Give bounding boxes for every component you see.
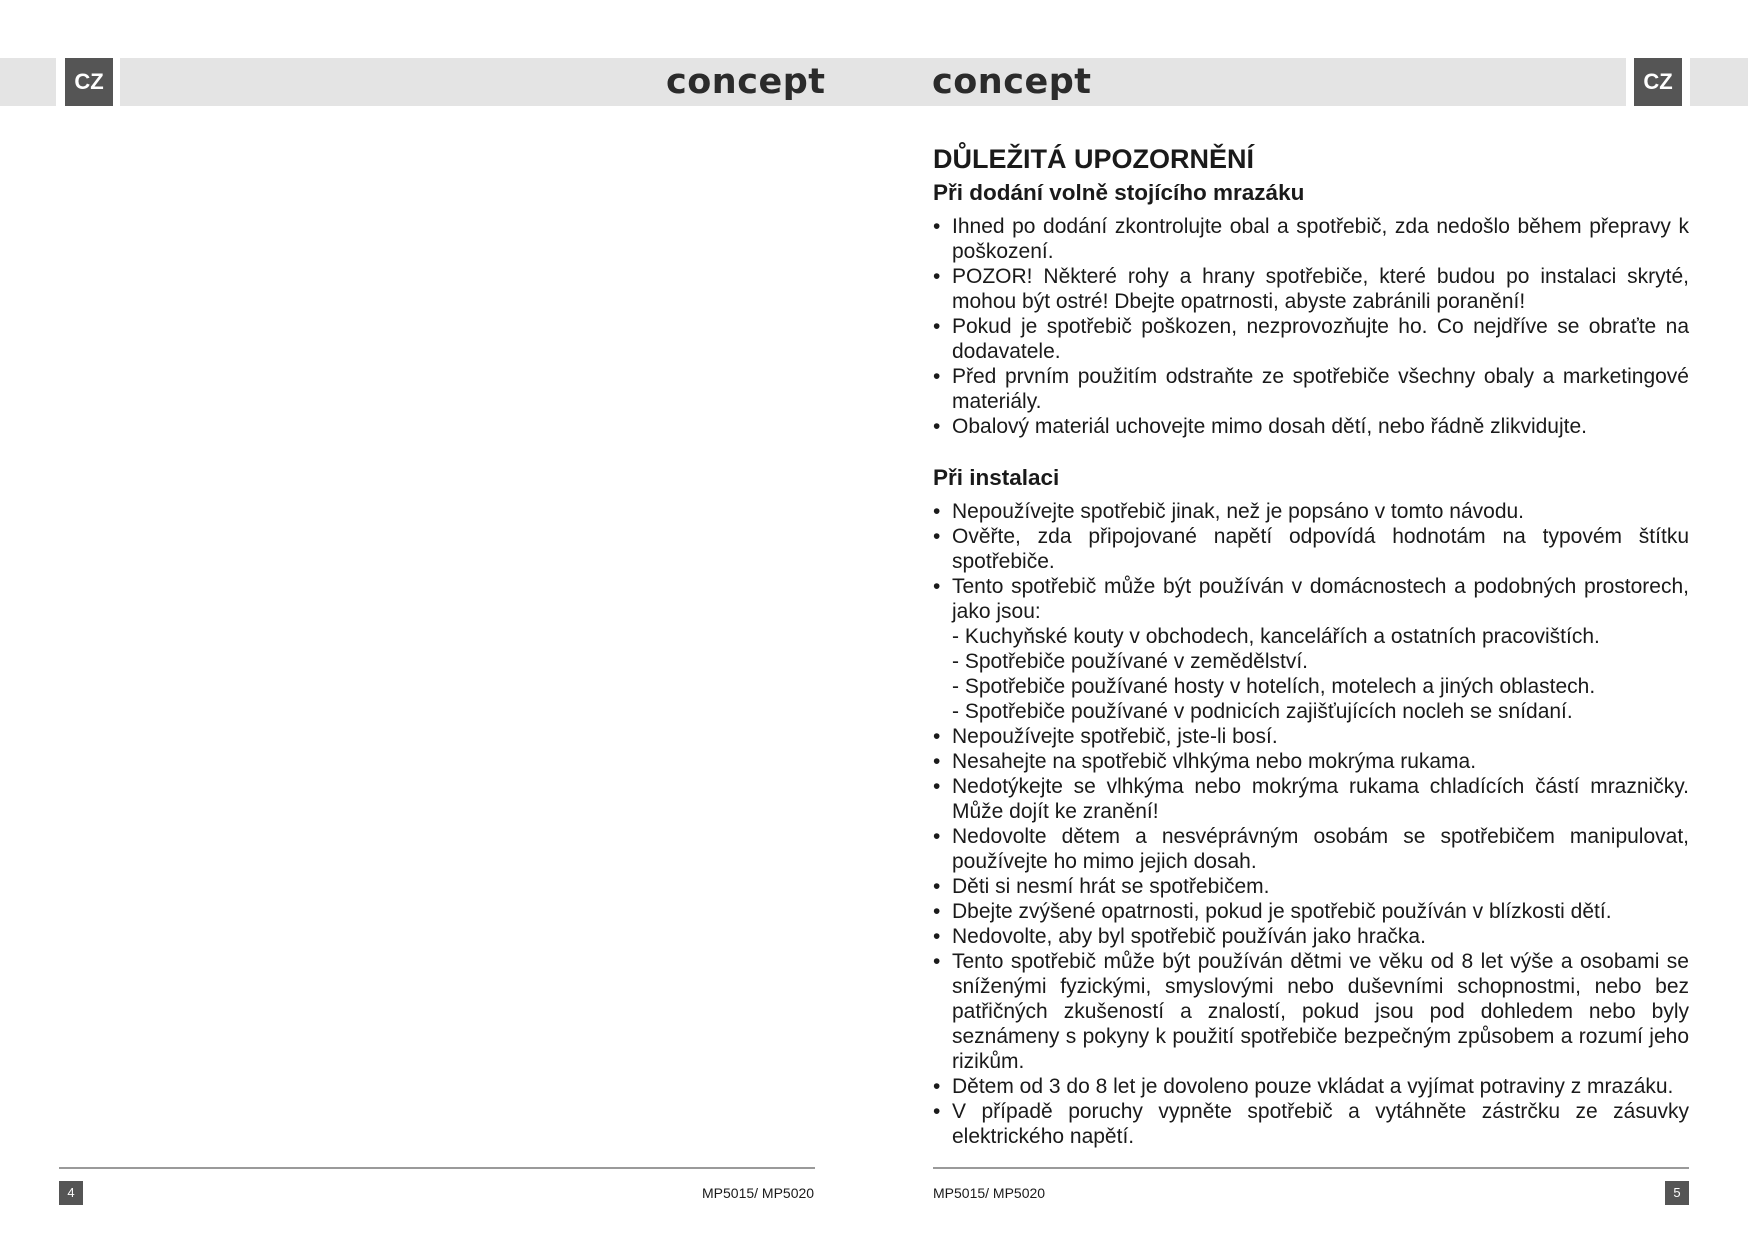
list-item-text: • Tento spotřebič může být používán v domácnostech a podobných prostorech, jako jsou: [952,575,1689,623]
language-badge-left: CZ [65,58,113,106]
page-number-left: 4 [59,1181,83,1205]
list-item [933,574,1689,724]
sub-list-item: - Spotřebiče používané hosty v hotelích, motelech a jiných oblastech. [952,675,1596,698]
section-heading-installation: Při instalaci [933,465,1060,490]
list-item: • Tento spotřebič může být používán dětmi ve věku od 8 let výše a osobami se sníženými fyzickými, smyslovými nebo duševními schopnostmi, nebo bez patřičných zkušeností a znalostí, pokud jsou pod dohledem nebo byly seznámeny s pokyny k použití spotřebiče bezpečným způsobem a rozumí jeho rizikům. [933,949,1689,1074]
list-item: • Děti si nesmí hrát se spotřebičem. [933,874,1689,899]
list-item: • Nedovolte, aby byl spotřebič používán jako hračka. [933,924,1689,949]
list-item: • Nesahejte na spotřebič vlhkýma nebo mokrýma rukama. [933,749,1689,774]
list-item: • Dbejte zvýšené opatrnosti, pokud je spotřebič používán v blízkosti dětí. [933,899,1689,924]
list-item: • Ověřte, zda připojované napětí odpovídá hodnotám na typovém štítku spotřebiče. [933,524,1689,574]
list-item: • Nedotýkejte se vlhkýma nebo mokrýma rukama chladících částí mrazničky. Může dojít ke zranění! [933,774,1689,824]
list-item: • Obalový materiál uchovejte mimo dosah dětí, nebo řádně zlikvidujte. [933,414,1689,439]
language-badge-right: CZ [1634,58,1682,106]
header-band-left-edge [0,58,56,106]
list-item: • Nedovolte dětem a nesvéprávným osobám se spotřebičem manipulovat, používejte ho mimo jejich dosah. [933,824,1689,874]
page-title: DŮLEŽITÁ UPOZORNĚNÍ [933,144,1254,174]
header-band-right-edge [1690,58,1748,106]
model-number-right: MP5015/ MP5020 [933,1185,1046,1201]
list-item: • Před prvním použitím odstraňte ze spotřebiče všechny obaly a marketingové materiály. [933,364,1689,414]
model-number-left: MP5015/ MP5020 [702,1185,815,1201]
section-heading-delivery: Při dodání volně stojícího mrazáku [933,180,1305,205]
list-item: • Ihned po dodání zkontrolujte obal a spotřebič, zda nedošlo během přepravy k poškození. [933,214,1689,264]
footer-rule-left [59,1167,815,1169]
sub-list-item: - Spotřebiče používané v zemědělství. [952,650,1309,673]
list-item: • Nepoužívejte spotřebič, jste-li bosí. [933,724,1689,749]
bullet-list-installation [933,499,1689,1149]
sub-list-item: - Kuchyňské kouty v obchodech, kancelářích a ostatních pracovištích. [952,625,1600,648]
sub-list-item: - Spotřebiče používané v podnicích zajišťujících nocleh se snídaní. [952,700,1573,723]
list-item: • POZOR! Některé rohy a hrany spotřebiče, které budou po instalaci skryté, mohou být ostré! Dbejte opatrnosti, abyste zabránili poranění! [933,264,1689,314]
brand-logo-left: concept [666,62,826,102]
list-item: • Dětem od 3 do 8 let je dovoleno pouze vkládat a vyjímat potraviny z mrazáku. [933,1074,1689,1099]
brand-logo-right: concept [932,62,1092,102]
list-item: • V případě poruchy vypněte spotřebič a vytáhněte zástrčku ze zásuvky elektrického napětí. [933,1099,1689,1149]
right-page-content [933,140,1689,1149]
bullet-list-delivery [933,214,1689,439]
footer-rule-right [933,1167,1689,1169]
list-item: • Nepoužívejte spotřebič jinak, než je popsáno v tomto návodu. [933,499,1689,524]
page-number-right: 5 [1665,1181,1689,1205]
list-item: • Pokud je spotřebič poškozen, nezprovozňujte ho. Co nejdříve se obraťte na dodavatele. [933,314,1689,364]
